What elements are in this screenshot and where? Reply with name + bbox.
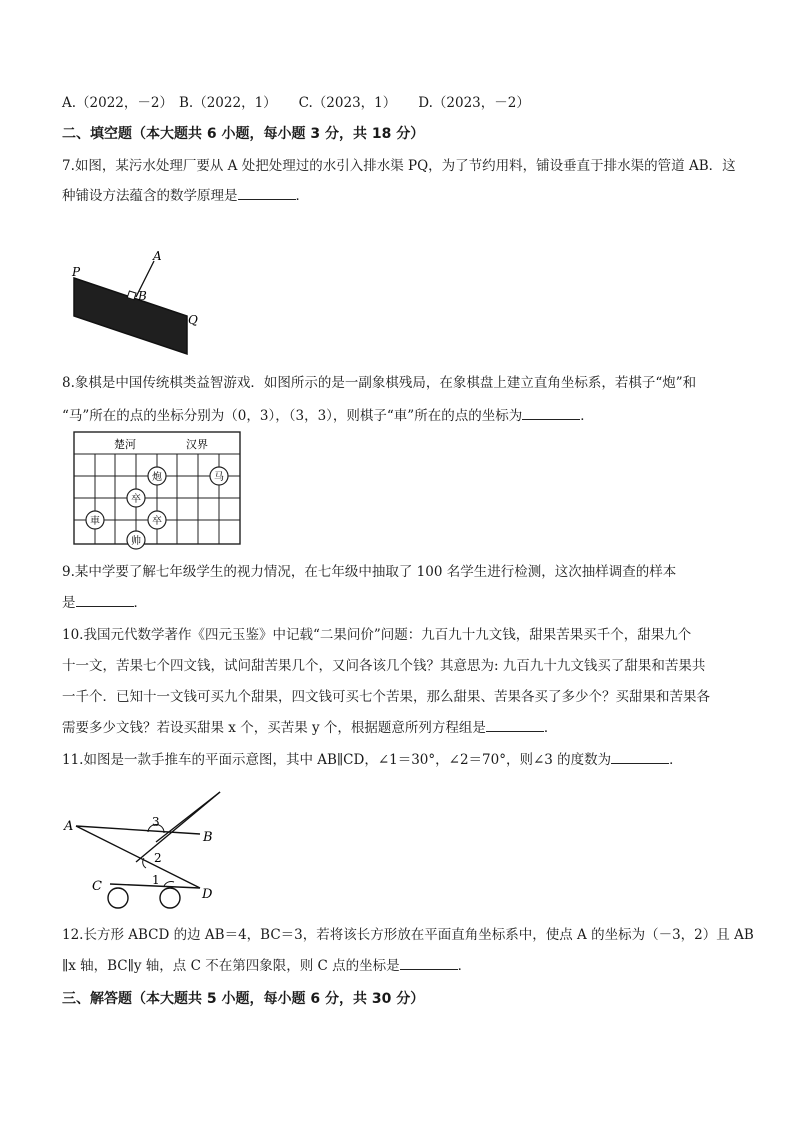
q11-label-2: 2 bbox=[154, 851, 162, 865]
q10-end: ． bbox=[543, 720, 558, 736]
q8-piece-zu1-label: 卒 bbox=[131, 494, 141, 505]
q10-line1: 10.我国元代数学著作《四元玉鉴》中记载“二果问价”问题：九百九十九文钱，甜果苦果买千个，甜果九个 bbox=[62, 627, 692, 643]
q12-line1: 12.长方形 ABCD 的边 AB＝4，BC＝3，若将该长方形放在平面直角坐标系中，使点 A 的坐标为（－3，2）且 AB bbox=[62, 927, 754, 943]
q7-line2 bbox=[62, 187, 309, 205]
q9-end: ． bbox=[133, 595, 147, 611]
q7-label-a: A bbox=[153, 249, 162, 263]
q11-line1 bbox=[62, 751, 683, 769]
q6-option-c: C.（2023，1） bbox=[298, 95, 397, 111]
q8-piece-ma-label: 马 bbox=[214, 472, 224, 483]
q8-chessboard bbox=[70, 428, 250, 552]
q10-line2: 十一文，苦果七个四文钱，试问甜苦果几个，又问各该几个钱？其意思为: 九百九十九文钱买了甜果和苦果共 bbox=[62, 658, 706, 674]
q9-line2-text: 是 bbox=[62, 595, 76, 611]
q8-line1: 8.象棋是中国传统棋类益智游戏．如图所示的是一副象棋残局，在象棋盘上建立直角坐标系，若棋子“炮”和 bbox=[62, 375, 697, 391]
q9-answer-blank bbox=[76, 594, 134, 607]
q8-end: ． bbox=[580, 408, 594, 424]
q11-end: ． bbox=[669, 752, 683, 768]
q7-figure bbox=[62, 248, 212, 360]
q8-piece-che bbox=[86, 511, 104, 529]
q12-answer-blank bbox=[400, 957, 458, 970]
q6-option-a: A.（2022，－2） bbox=[62, 95, 173, 111]
q11-label-b: B bbox=[203, 830, 213, 845]
q11-wheel-left bbox=[108, 888, 128, 908]
q6-options bbox=[62, 94, 530, 112]
q8-answer-blank bbox=[522, 407, 580, 420]
q11-angle1-arc bbox=[164, 881, 174, 886]
q11-label-a: A bbox=[64, 819, 74, 834]
q8-river-right: 汉界 bbox=[186, 438, 208, 451]
q8-piece-zu2 bbox=[148, 511, 166, 529]
q12-end: ． bbox=[457, 958, 472, 974]
q11-wheel-right bbox=[160, 888, 180, 908]
q8-piece-zu1 bbox=[127, 489, 145, 507]
q7-end: ． bbox=[295, 188, 309, 204]
q9-line1: 9.某中学要了解七年级学生的视力情况，在七年级中抽取了 100 名学生进行检测，这次抽样调查的样本 bbox=[62, 564, 677, 580]
q8-line2 bbox=[62, 407, 594, 425]
q10-line4-text: 需要多少文钱？若设买甜果 x 个，买苦果 y 个，根据题意所列方程组是 bbox=[62, 720, 486, 736]
q10-line3: 一千个．已知十一文钱可买九个甜果，四文钱可买七个苦果，那么甜果、苦果各买了多少个？买甜果和苦果各 bbox=[62, 689, 710, 705]
q10-answer-blank bbox=[486, 719, 544, 732]
q8-river-left: 楚河 bbox=[114, 438, 136, 451]
q11-label-3: 3 bbox=[152, 815, 160, 829]
q6-option-d: D.（2023，－2） bbox=[418, 95, 530, 111]
q8-piece-shuai bbox=[127, 531, 145, 549]
q8-piece-shuai-label: 帅 bbox=[131, 536, 141, 547]
q9-line2 bbox=[62, 594, 147, 612]
q11-line-ab bbox=[76, 826, 200, 834]
q8-piece-pao-label: 炮 bbox=[152, 472, 162, 483]
q12-line2 bbox=[62, 957, 471, 975]
q6-option-b: B.（2022，1） bbox=[179, 95, 277, 111]
q7-label-b: B bbox=[138, 289, 147, 303]
q7-label-q: Q bbox=[188, 313, 198, 327]
q7-answer-blank bbox=[238, 187, 296, 200]
q11-answer-blank bbox=[611, 751, 669, 764]
q11-label-1: 1 bbox=[152, 873, 160, 887]
section3-title: 三、解答题（本大题共 5 小题，每小题 6 分，共 30 分） bbox=[62, 991, 425, 1007]
q7-label-p: P bbox=[72, 265, 81, 279]
q8-line2-text: “马”所在的点的坐标分别为（0，3），（3，3），则棋子“車”所在的点的坐标为 bbox=[62, 408, 523, 424]
q11-line1-text: 11.如图是一款手推车的平面示意图，其中 AB∥CD，∠1＝30°，∠2＝70°，则∠3 的度数为 bbox=[62, 752, 612, 768]
q8-piece-zu2-label: 卒 bbox=[152, 516, 162, 527]
q8-piece-che-label: 車 bbox=[90, 516, 100, 527]
q12-line2-text: ∥x 轴，BC∥y 轴，点 C 不在第四象限，则 C 点的坐标是 bbox=[62, 958, 400, 974]
q11-label-d: D bbox=[202, 887, 213, 902]
q8-piece-ma bbox=[210, 467, 228, 485]
q7-right-angle-mark bbox=[127, 291, 136, 300]
q11-label-c: C bbox=[92, 879, 102, 894]
q10-line4 bbox=[62, 719, 557, 737]
q11-cart-figure bbox=[60, 786, 240, 914]
q7-line1: 7.如图，某污水处理厂要从 A 处把处理过的水引入排水渠 PQ，为了节约用料，铺设垂直于排水渠的管道 AB．这 bbox=[62, 158, 736, 174]
q7-drain-channel bbox=[74, 278, 187, 354]
section2-title: 二、填空题（本大题共 6 小题，每小题 3 分，共 18 分） bbox=[62, 126, 425, 142]
q8-piece-pao bbox=[148, 467, 166, 485]
q7-line2-text: 种铺设方法蕴含的数学原理是 bbox=[62, 188, 238, 204]
